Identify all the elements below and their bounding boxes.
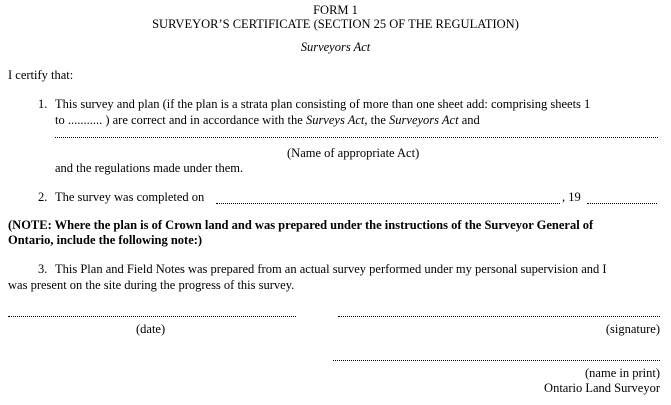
form-number: FORM 1 — [313, 3, 358, 17]
surveys-act-ref: Surveys Act — [305, 113, 365, 127]
date-label: (date) — [136, 322, 166, 336]
signature-line[interactable] — [338, 316, 660, 317]
item-2-text: The survey was completed on — [55, 190, 205, 204]
name-in-print-line[interactable] — [333, 360, 660, 361]
act-name-blank[interactable] — [55, 137, 658, 138]
name-in-print-label: (name in print) — [585, 366, 660, 380]
item-1-line-3: and the regulations made under them. — [55, 161, 244, 175]
item-1-line-2-text: to ........... ) are correct and in accordance with the — [55, 113, 306, 127]
item-1-number: 1. — [38, 97, 48, 111]
item-1-line-1: This survey and plan (if the plan is a strata plan consisting of more than one sheet add: comprising sheets 1 — [55, 97, 591, 111]
certify-intro: I certify that: — [8, 68, 74, 82]
act-name-caption: (Name of appropriate Act) — [287, 146, 420, 160]
item-1-line-2 — [55, 113, 480, 128]
crown-land-note-line-1: (NOTE: Where the plan is of Crown land and was prepared under the instructions of the Surveyor General of — [8, 218, 594, 232]
surveyor-title: Ontario Land Surveyor — [544, 381, 660, 395]
item-3-number: 3. — [38, 262, 48, 276]
item-3-line-2: was present on the site during the progress of this survey. — [8, 278, 295, 292]
surveyors-act-ref: Surveyors Act — [389, 113, 459, 127]
act-name: Surveyors Act — [300, 40, 371, 54]
year-blank[interactable] — [587, 203, 657, 204]
year-prefix: , 19 — [562, 190, 581, 204]
signature-label: (signature) — [605, 322, 660, 336]
date-signature-line[interactable] — [8, 316, 296, 317]
item-3-line-1: This Plan and Field Notes was prepared from an actual survey performed under my personal supervision and I — [55, 262, 607, 276]
item-2-number: 2. — [38, 190, 48, 204]
form-title: SURVEYOR’S CERTIFICATE (SECTION 25 OF THE REGULATION) — [152, 17, 519, 31]
completion-date-blank[interactable] — [216, 203, 560, 204]
crown-land-note-line-2: Ontario, include the following note:) — [8, 233, 203, 247]
item-1-line-2-joiner: , the — [364, 113, 390, 127]
item-1-line-2-end: and — [458, 113, 480, 127]
